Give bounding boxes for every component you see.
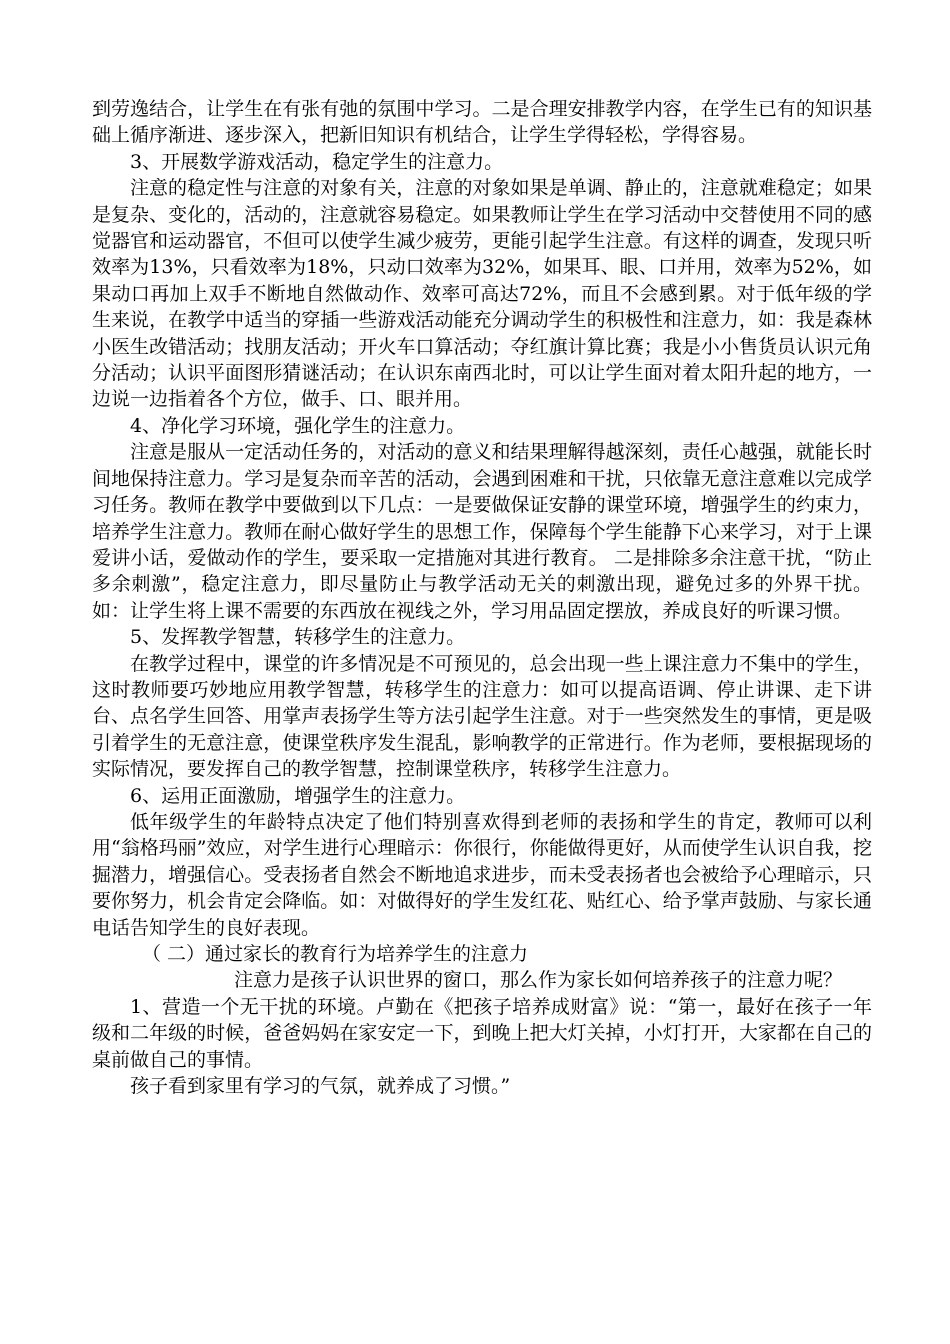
paragraph: 注意的稳定性与注意的对象有关，注意的对象如果是单调、静止的，注意就难稳定；如果是复杂、变化的，活动的，注意就容易稳定。如果教师让学生在学习活动中交替使用不同的感觉器官和运动器官，不但可以使学生减少疲劳，更能引起学生注意。有这样的调查，发现只听效率为13%，只看效率为18%，只动口效率为32%，如果耳、眼、口并用，效率为52%，如果动口再加上双手不断地自然做动作、效率可高达72%，而且不会感到累。对于低年级的学生来说，在教学中适当的穿插一些游戏活动能充分调动学生的积极性和注意力，如：我是森林小医生改错活动；找朋友活动；开火车口算活动；夺红旗计算比赛；我是小小售货员认识元角分活动；认识平面图形猜谜活动；在认识东南西北时，可以让学生面对着太阳升起的地方，一边说一边指着各个方位，做手、口、眼并用。 [92, 177, 872, 411]
paragraph: 1、营造一个无干扰的环境。卢勤在《把孩子培养成财富》说：“第一，最好在孩子一年级和二年级的时候，爸爸妈妈在家安定一下，到晚上把大灯关掉，小灯打开，大家都在自己的桌前做自己的事情。 [92, 995, 872, 1071]
section-heading-5: 5、发挥教学智慧，转移学生的注意力。 [130, 626, 466, 649]
paragraph: 在教学过程中，课堂的许多情况是不可预见的，总会出现一些上课注意力不集中的学生，这时教师要巧妙地应用教学智慧，转移学生的注意力：如可以提高语调、停止讲课、走下讲台、点名学生回答、用掌声表扬学生等方法引起学生注意。对于一些突然发生的事情，更是吸引着学生的无意注意，使课堂秩序发生混乱，影响教学的正常进行。作为老师，要根据现场的实际情况，要发挥自己的教学智慧，控制课堂秩序，转移学生注意力。 [92, 652, 872, 781]
document-page [92, 96, 872, 1099]
paragraph: 注意是服从一定活动任务的，对活动的意义和结果理解得越深刻，责任心越强，就能长时间地保持注意力。学习是复杂而辛苦的活动，会遇到困难和干扰，只依靠无意注意难以完成学习任务。教师在教学中要做到以下几点：一是要做保证安静的课堂环境，增强学生的约束力，培养学生注意力。教师在耐心做好学生的思想工作，保障每个学生能静下心来学习，对于上课爱讲小话，爱做动作的学生，要采取一定措施对其进行教育。 二是排除多余注意干扰，“防止多余刺激”，稳定注意力，即尽量防止与教学活动无关的刺激出现，避免过多的外界干扰。如：让学生将上课不需要的东西放在视线之外，学习用品固定摆放，养成良好的听课习惯。 [92, 441, 872, 622]
section-heading-4: 4、净化学习环境，强化学生的注意力。 [130, 414, 466, 437]
section-heading-6: 6、运用正面激励，增强学生的注意力。 [130, 784, 466, 807]
paragraph: 孩子看到家里有学习的气氛，就养成了习惯。” [130, 1075, 511, 1098]
section-heading-3: 3、开展数学游戏活动，稳定学生的注意力。 [130, 150, 504, 173]
subsection-heading: （ 二）通过家长的教育行为培养学生的注意力 [142, 943, 529, 965]
paragraph-continued: 到劳逸结合，让学生在有张有弛的氛围中学习。二是合理安排教学内容，在学生已有的知识基础上循序渐进、逐步深入，把新旧知识有机结合，让学生学得轻松，学得容易。 [92, 98, 872, 147]
paragraph: 低年级学生的年龄特点决定了他们特别喜欢得到老师的表扬和学生的肯定，教师可以利用“翁格玛丽”效应，对学生进行心理暗示：你很行，你能做得更好，从而使学生认识自我，挖掘潜力，增强信心。受表扬者自然会不断地追求进步，而未受表扬者也会被给予心理暗示，只要你努力，机会肯定会降临。如：对做得好的学生发红花、贴红心、给予掌声鼓励、与家长通电话告知学生的良好表现。 [92, 810, 872, 939]
paragraph: 注意力是孩子认识世界的窗口，那么作为家长如何培养孩子的注意力呢？ [234, 969, 843, 992]
